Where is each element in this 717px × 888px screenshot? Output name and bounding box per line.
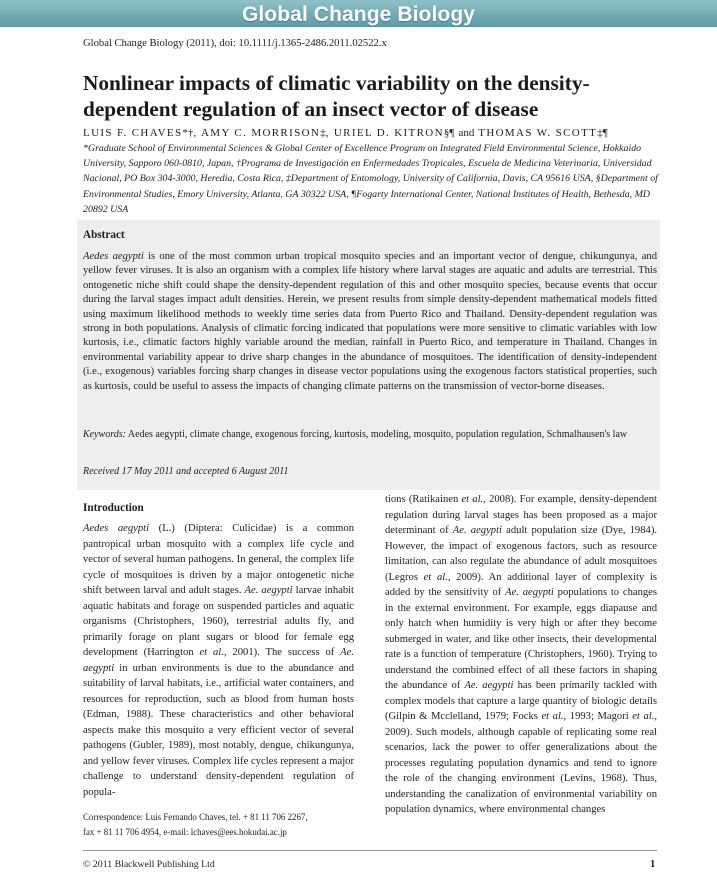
body-text: in urban environments is due to the abundance and suitability of larval habitats, i.e., artificial water containers, and resources for reproduction, such as blood from human hosts (Edman, 1988). These characteristics and other behavioral aspects make this mosquito a very efficient vector of several pathogens (Gubler, 1989), most notably, dengue, chikungunya, and yellow fever viruses. Complex life cycles represent a major challenge to understand density-dependent regulation of popula- — [83, 662, 354, 798]
et-al: et al. — [423, 571, 448, 583]
body-text: (L.) (Diptera: Culicidae) is a common pantropical urban mosquito with a complex life cycle and vector of several human pathogens. In general, the complex life cycle of mosquitoes is driven by a major ontogenetic niche shift between larval and adult stages. — [83, 523, 354, 597]
species-name: Ae. aegypti — [452, 525, 502, 537]
journal-name: Global Change Biology — [241, 3, 476, 26]
author-name: LUIS F. CHAVES — [83, 127, 183, 139]
citation-doi: Global Change Biology (2011), doi: 10.1111/j.1365-2486.2011.02522.x — [83, 38, 387, 49]
keywords-text: Aedes aegypti, climate change, exogenous forcing, kurtosis, modeling, mosquito, population regulation, Schmalhausen's law — [125, 429, 628, 440]
author-conjunction: and — [458, 127, 475, 139]
et-al: et al. — [461, 494, 484, 505]
species-name: Aedes aegypti — [83, 251, 144, 262]
body-text: populations to changes in the external environment. For example, eggs diapause and only hatch when humidity is very high or after they become submerged in water, and like other insects, their developmental rate is a function of temperature (Christophers, 1960). Trying to understand the combined effect of all these factors in shaping the abundance of — [385, 587, 657, 692]
keywords — [83, 428, 657, 442]
affiliation-mark: *† — [182, 127, 194, 139]
affiliation-mark: ‡¶ — [597, 127, 608, 139]
body-text: has been primarily tackled with complex models that capture a large quantity of biologic details (Gilpin & Mcclelland, 1979; Focks — [385, 680, 657, 723]
author-affiliations: *Graduate School of Environmental Sciences & Global Center of Excellence Program on Integrated Field Environmental Science, Hokkaido University, Sapporo 060-0810, Japan, †Programa de Investigación en Enfermedades Tropicales, Escuela de Medicina Veterinaria, Universidad Nacional, PO Box 304-3000, Heredia, Costa Rica, ‡Department of Entomology, University of California, Davis, CA 95616 USA, §Department of Environmental Studies, Emory University, Atlanta, GA 30322 USA, ¶Fogarty International Center, National Institutes of Health, Bethesda, MD 20892 USA — [83, 143, 658, 215]
correspondence-line: Correspondence: Luis Fernando Chaves, tel. + 81 11 706 2267, — [83, 812, 308, 822]
abstract-body: is one of the most common urban tropical mosquito species and an important vector of dengue, chikungunya, and yellow fever viruses. It is also an organism with a complex life history where larval stages are aquatic and adults are terrestrial. This ontogenetic niche shift could shape the density-dependent regulation of this and other mosquito species, because events that occur during the larval stages impact adult densities. Herein, we present results from simple density-dependent mathematical models fitted using maximum likelihood methods to weekly time series data from Puerto Rico and Thailand. Density-dependent regulation was strong in both populations. Analysis of climatic forcing indicated that populations were more sensitive to climatic variables with low kurtosis, i.e., climatic factors highly variable around the median, rainfall in Puerto Rico, and temperature in Thailand. Changes in environmental variability appear to drive sharp changes in the abundance of mosquitoes. The identification of density-independent (i.e., exogenous) variables forcing sharp changes in disease vector populations using the exogenous factors statistical properties, such as kurtosis, could be useful to assess the impacts of changing climate patterns on the transmission of vector-borne diseases. — [83, 251, 658, 392]
affiliation-mark: §¶ — [443, 127, 455, 139]
et-al: et al. — [632, 711, 655, 723]
body-text: , 2001). The success of — [223, 647, 341, 659]
keywords-label: Keywords: — [83, 429, 126, 440]
affiliation-mark: ‡ — [320, 127, 326, 139]
abstract-text — [83, 250, 657, 394]
page-number: 1 — [650, 859, 656, 870]
body-text: , 2008). For example, density-dependent regulation during larval stages has been proposed as a major determinant of — [385, 494, 657, 537]
author-name: THOMAS W. SCOTT — [478, 127, 598, 139]
body-text: , 2009). Such models, although capable of replicating some real scenarios, lack the power to offer generalizations about the processes regulating population dynamics and tend to ignore the role of the changing environment (Levins, 1968). Thus, understanding the canalization of environmental variability on population dynamics, where environmental changes — [385, 711, 657, 816]
species-name: Ae. aegypti — [83, 647, 354, 674]
footer-divider — [83, 850, 657, 851]
correspondence-note — [83, 810, 363, 839]
author-list: LUIS F. CHAVES*†, AMY C. MORRISON‡, URIEL D. KITRON§¶ and THOMAS W. SCOTT‡¶ — [83, 127, 608, 139]
introduction-right-column — [385, 492, 657, 818]
et-al: et al. — [199, 647, 224, 659]
species-name: Ae. aegypti — [464, 680, 514, 692]
article-title: Nonlinear impacts of climatic variability on the density-dependent regulation of an insect vector of disease — [83, 71, 590, 121]
body-text: adult population size (Dye, 1984). However, the impact of exogenous factors, such as resource limitation, can also regulate the abundance of adult mosquitoes (Legros — [385, 525, 658, 583]
species-name: Ae. aegypti — [505, 587, 554, 599]
correspondence-line: fax + 81 11 706 4954, e-mail: lchaves@ees.hokudai.ac.jp — [83, 826, 287, 837]
body-text: larvae inhabit aquatic habitats and forage on suspended particles and aquatic organisms (Christophers, 1960), terrestrial adults fly, and primarily forage on plant sugars or blood for female egg development (Harrington — [83, 585, 355, 659]
species-name: Aedes aegypti — [83, 523, 150, 534]
introduction-heading: Introduction — [83, 502, 144, 514]
body-text: tions (Ratikainen — [385, 494, 462, 505]
journal-banner — [0, 0, 717, 27]
species-name: Ae. aegypti — [244, 585, 293, 597]
body-text: , 2009). An additional layer of complexity is added by the sensitivity of — [385, 571, 658, 599]
et-al: et al. — [541, 711, 564, 723]
copyright-notice: © 2011 Blackwell Publishing Ltd — [83, 859, 215, 870]
received-date: Received 17 May 2011 and accepted 6 August 2011 — [83, 466, 289, 477]
abstract-heading: Abstract — [83, 229, 125, 241]
author-name: AMY C. MORRISON — [201, 127, 321, 139]
body-text: , 1993; Magori — [563, 711, 633, 723]
author-name: URIEL D. KITRON — [333, 127, 444, 139]
introduction-left-column — [83, 521, 354, 800]
